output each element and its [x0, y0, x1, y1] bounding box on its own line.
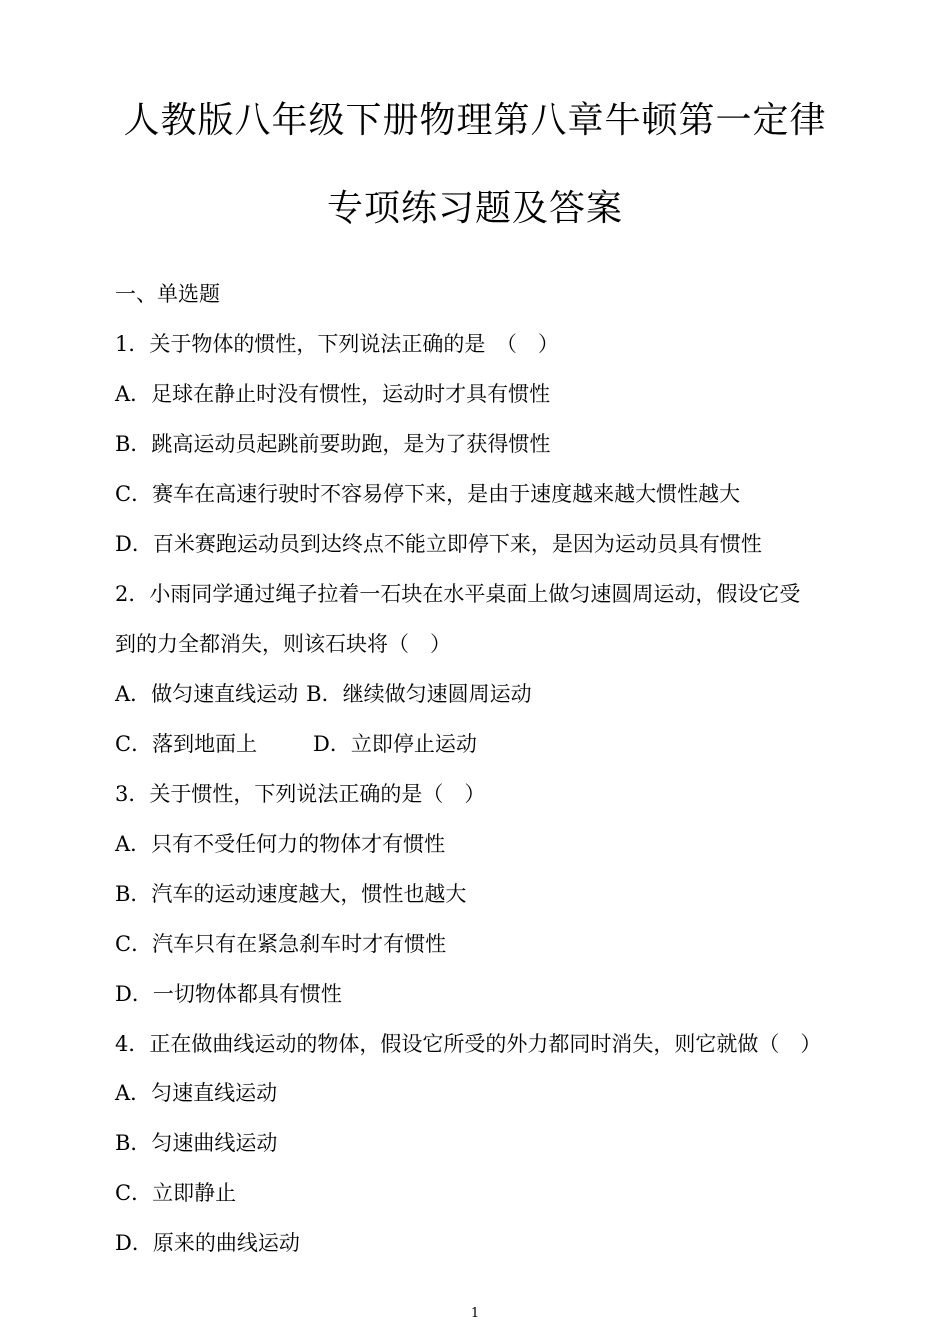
question-3-stem: 3．关于惯性，下列说法正确的是（ ）: [115, 782, 486, 806]
question-2-option-c: C．落到地面上: [115, 732, 258, 756]
question-1-stem: 1．关于物体的惯性，下列说法正确的是 （ ）: [115, 332, 559, 356]
question-4-option-c: C．立即静止: [115, 1181, 237, 1205]
question-4-option-d: D．原来的曲线运动: [115, 1231, 300, 1255]
question-2-option-a: A．做匀速直线运动: [115, 682, 299, 706]
question-4-option-b: B．匀速曲线运动: [115, 1131, 278, 1155]
question-3-option-a: A．只有不受任何力的物体才有惯性: [115, 832, 446, 856]
title-line-1: 人教版八年级下册物理第八章牛顿第一定律: [123, 100, 827, 141]
question-1-option-b: B．跳高运动员起跳前要助跑，是为了获得惯性: [115, 432, 551, 456]
title-line-2: 专项练习题及答案: [326, 188, 623, 229]
question-2-options-row-2: [115, 730, 477, 758]
question-3-option-d: D．一切物体都具有惯性: [115, 982, 342, 1006]
question-1-option-a: A．足球在静止时没有惯性，运动时才具有惯性: [115, 382, 551, 406]
question-3-option-b: B．汽车的运动速度越大，惯性也越大: [115, 882, 467, 906]
page-number: 1: [470, 1306, 480, 1321]
question-2-stem-line-1: 2．小雨同学通过绳子拉着一石块在水平桌面上做匀速圆周运动，假设它受: [115, 582, 801, 606]
section-heading: 一、单选题: [115, 282, 220, 306]
question-3-option-c: C．汽车只有在紧急刹车时才有惯性: [115, 932, 447, 956]
question-4-option-a: A．匀速直线运动: [115, 1081, 278, 1105]
question-4-stem: 4．正在做曲线运动的物体，假设它所受的外力都同时消失，则它就做（ ）: [115, 1032, 822, 1056]
question-2-options-row-1: [115, 680, 532, 708]
question-2-option-b: B．继续做匀速圆周运动: [306, 682, 532, 706]
question-1-option-c: C．赛车在高速行驶时不容易停下来，是由于速度越来越大惯性越大: [115, 482, 741, 506]
question-2-option-d: D．立即停止运动: [313, 732, 477, 756]
question-1-option-d: D．百米赛跑运动员到达终点不能立即停下来，是因为运动员具有惯性: [115, 532, 762, 556]
question-2-stem-line-2: 到的力全都消失，则该石块将（ ）: [115, 632, 451, 656]
